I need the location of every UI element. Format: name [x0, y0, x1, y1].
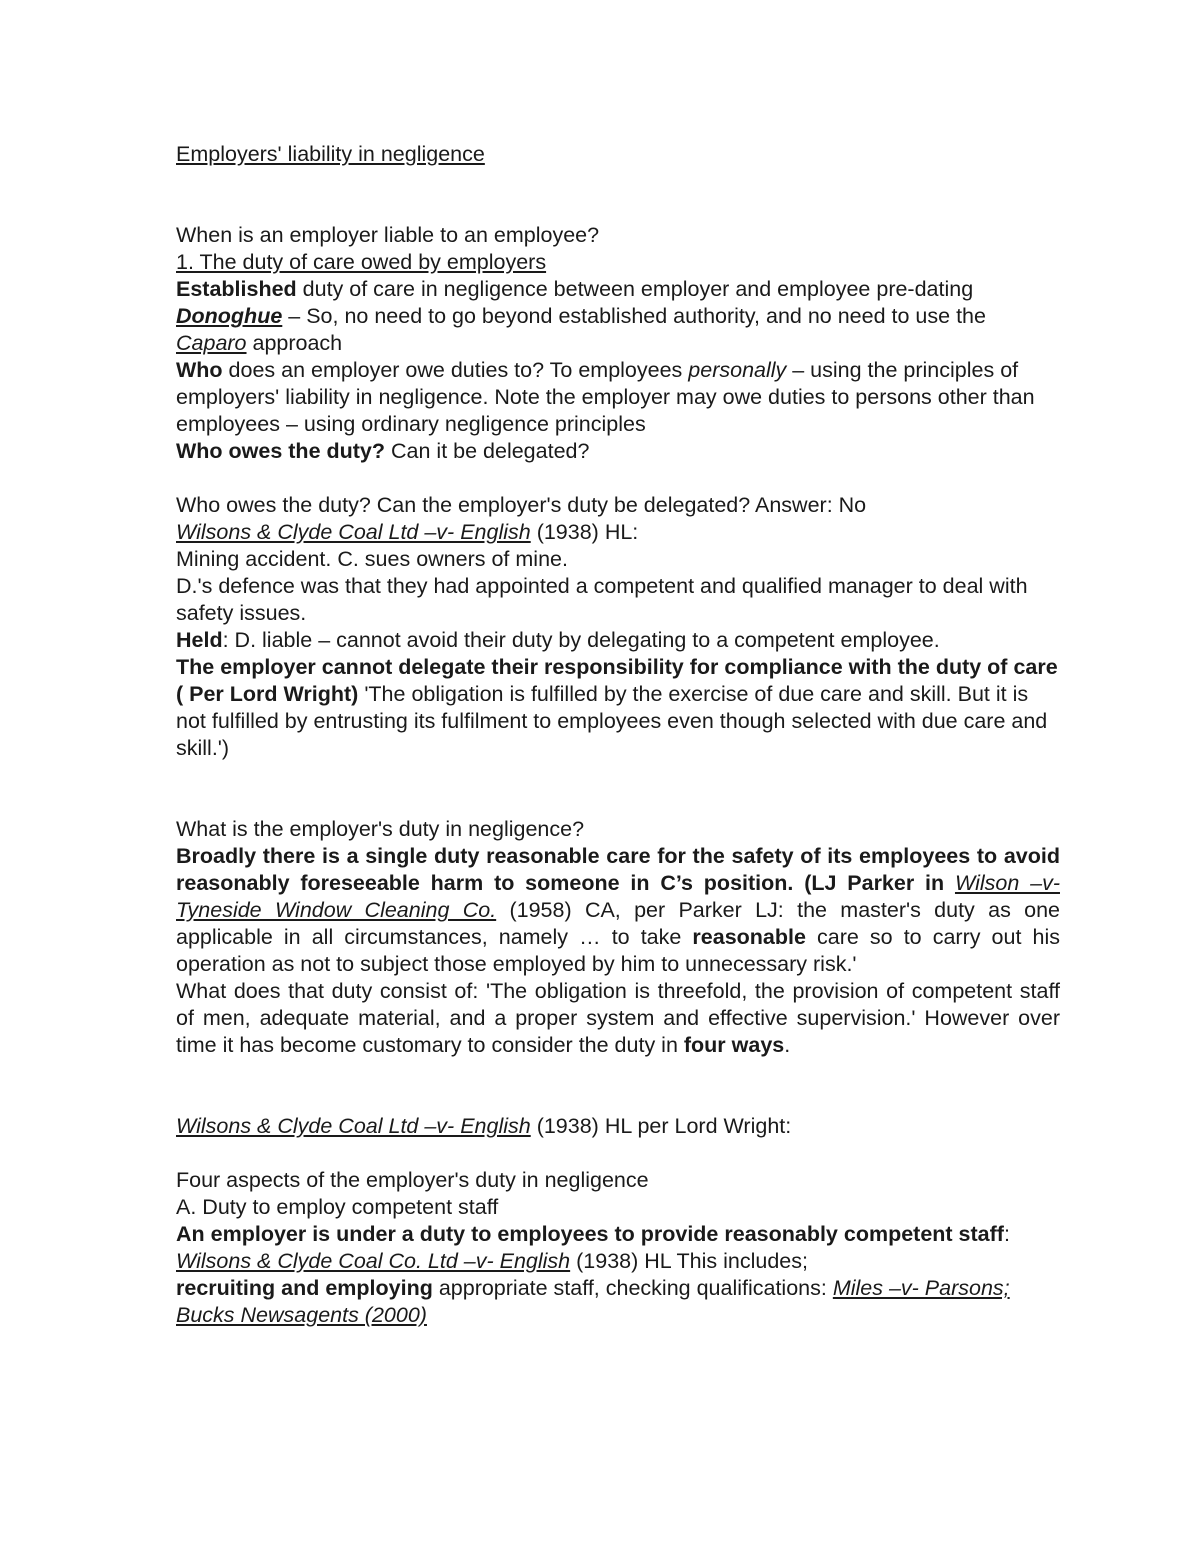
case-wilsons-clyde: Wilsons & Clyde Coal Ltd –v- English	[176, 520, 531, 544]
facts-line: Mining accident. C. sues owners of mine.	[176, 547, 568, 571]
paragraph-cannot-delegate: The employer cannot delegate their responsibility for compliance with the duty of care ( Per Lord Wright) 'The obligation is fulfilled by the exercise of due care and skill. But it is not fulfilled by entrusting its fulfilment to employees even though selected with due care and skill.')	[176, 655, 1058, 760]
aspect-a-heading: A. Duty to employ competent staff	[176, 1195, 499, 1219]
question-employer-duty: What is the employer's duty in negligence?	[176, 817, 585, 841]
paragraph-broadly: Broadly there is a single duty reasonable care for the safety of its employees to avoid reasonably foreseeable harm to someone in C’s position. (LJ Parker in Wilson –v- Tyneside Window Cleaning Co. (1958) CA, per Parker LJ: the master's duty as one applicable in all circumstances, namely … to take reasonable care so to carry out his operation as not to subject those employed by him to unnecessary risk.'	[176, 844, 1061, 976]
document-page	[176, 141, 1060, 1329]
paragraph-competent-staff: An employer is under a duty to employees to provide reasonably competent staff: Wilsons & Clyde Coal Co. Ltd –v- English (1938) HL This includes;	[176, 1222, 1010, 1273]
case-caparo: Caparo	[176, 331, 247, 355]
paragraph-established: Established duty of care in negligence between employer and employee pre-dating Donoghue – So, no need to go beyond established authority, and no need to use the Caparo approach	[176, 277, 986, 355]
held-line: Held: D. liable – cannot avoid their duty by delegating to a competent employee.	[176, 628, 940, 652]
paragraph-duty-consist: What does that duty consist of: 'The obligation is threefold, the provision of competent staff of men, adequate material, and a proper system and effective supervision.' However over time it has become customary to consider the duty in four ways.	[176, 979, 1060, 1057]
case-line-lord-wright: Wilsons & Clyde Coal Ltd –v- English (1938) HL per Lord Wright:	[176, 1114, 792, 1138]
paragraph-who-owed: Who does an employer owe duties to? To employees personally – using the principles of employers' liability in negligence. Note the employer may owe duties to persons other than employees – using ordinary negligence principles	[176, 358, 1035, 436]
defence-line: D.'s defence was that they had appointed a competent and qualified manager to deal with safety issues.	[176, 574, 1028, 625]
paragraph-recruiting: recruiting and employing appropriate staff, checking qualifications: Miles –v- Parsons; Bucks Newsagents (2000)	[176, 1276, 1010, 1327]
section-heading-duty-of-care: 1. The duty of care owed by employers	[176, 250, 547, 274]
personally-italic: personally	[688, 358, 787, 382]
established-bold: Established	[176, 277, 297, 301]
case-wilson-tyneside: Wilson –v- Tyneside Window Cleaning Co.	[176, 871, 1060, 922]
case-miles-parsons: Miles –v- Parsons; Bucks Newsagents (2000)	[176, 1276, 1010, 1327]
case-wilsons-clyde-2: Wilsons & Clyde Coal Ltd –v- English	[176, 1114, 531, 1138]
paragraph-who-owes: Who owes the duty? Can it be delegated?	[176, 439, 590, 463]
case-donoghue: Donoghue	[176, 304, 283, 328]
case-line-wilsons: Wilsons & Clyde Coal Ltd –v- English (1938) HL:	[176, 520, 639, 544]
question-when-liable: When is an employer liable to an employee?	[176, 223, 600, 247]
question-delegation: Who owes the duty? Can the employer's duty be delegated? Answer: No	[176, 493, 867, 517]
four-aspects-heading: Four aspects of the employer's duty in negligence	[176, 1168, 649, 1192]
document-title: Employers' liability in negligence	[176, 142, 485, 166]
case-wilsons-clyde-3: Wilsons & Clyde Coal Co. Ltd –v- English	[176, 1249, 571, 1273]
